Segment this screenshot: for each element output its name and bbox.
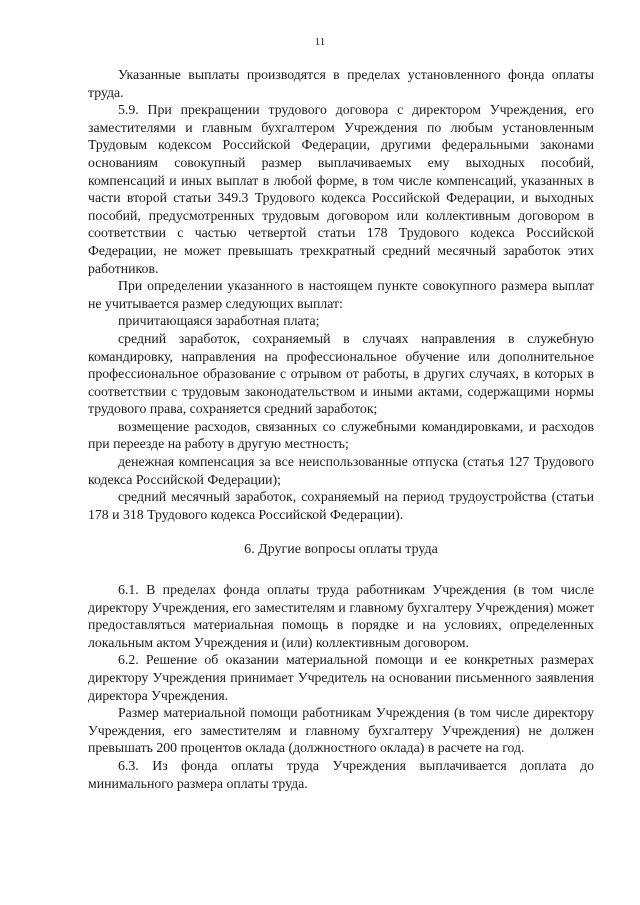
document-body [88,66,594,792]
paragraph: При определении указанного в настоящем пункте совокупного размера выплат не учитывается размер следующих выплат: [88,278,594,311]
paragraph-6-3: 6.3. Из фонда оплаты труда Учреждения выплачивается доплата до минимального размера оплаты труда. [88,757,594,791]
paragraph: Указанные выплаты производятся в пределах установленного фонда оплаты труда. [88,67,594,100]
list-item: возмещение расходов, связанных со служебными командировками, и расходов при переезде на работу в другую местность; [88,418,594,452]
list-item: средний заработок, сохраняемый в случаях направления в служебную командировку, направления на профессиональное обучение или дополнительное профессиональное образование с отрывом от работы, в других случаях, в которых в соответствии с трудовым законодательством и иными актами, содержащими нормы трудового права, сохраняется средний заработок; [88,330,594,417]
paragraph-5-9: 5.9. При прекращении трудового договора с директором Учреждения, его заместителями и главным бухгалтером Учреждения по любым установленным Трудовым кодексом Российской Федерации, другими федеральными законами основаниям совокупный размер выплачиваемых ему выходных пособий, компенсаций и иных выплат в любой форме, в том числе компенсаций, указанных в части второй статьи 349.3 Трудового кодекса Российской Федерации, и выходных пособий, предусмотренных трудовым договором или коллективным договором в соответствии с частью четвертой статьи 178 Трудового кодекса Российской Федерации, не может превышать трехкратный средний месячный заработок этих работников. [88,102,594,276]
paragraph-6-1: 6.1. В пределах фонда оплаты труда работникам Учреждения (в том числе директору Учреждения, его заместителям и главному бухгалтеру Учреждения) может предоставляться материальная помощь в порядке и на условиях, определенных локальным актом Учреждения и (или) коллективным договором. [88,582,594,650]
list-item: денежная компенсация за все неиспользованные отпуска (статья 127 Трудового кодекса Российской Федерации); [88,454,594,487]
section-heading: 6. Другие вопросы оплаты труда [244,542,438,558]
list-item: причитающаяся заработная плата; [118,313,320,329]
page-number: 11 [314,36,326,48]
paragraph: Размер материальной помощи работникам Учреждения (в том числе директору Учреждения, его заместителям и главному бухгалтеру Учреждения) не должен превышать 200 процентов оклада (должностного оклада) в расчете на год. [88,705,594,756]
paragraph-6-2: 6.2. Решение об оказании материальной помощи и ее конкретных размерах директору Учреждения принимает Учредитель на основании письменного заявления директора Учреждения. [88,652,594,703]
list-item: средний месячный заработок, сохраняемый на период трудоустройства (статьи 178 и 318 Трудового кодекса Российской Федерации). [88,489,594,522]
